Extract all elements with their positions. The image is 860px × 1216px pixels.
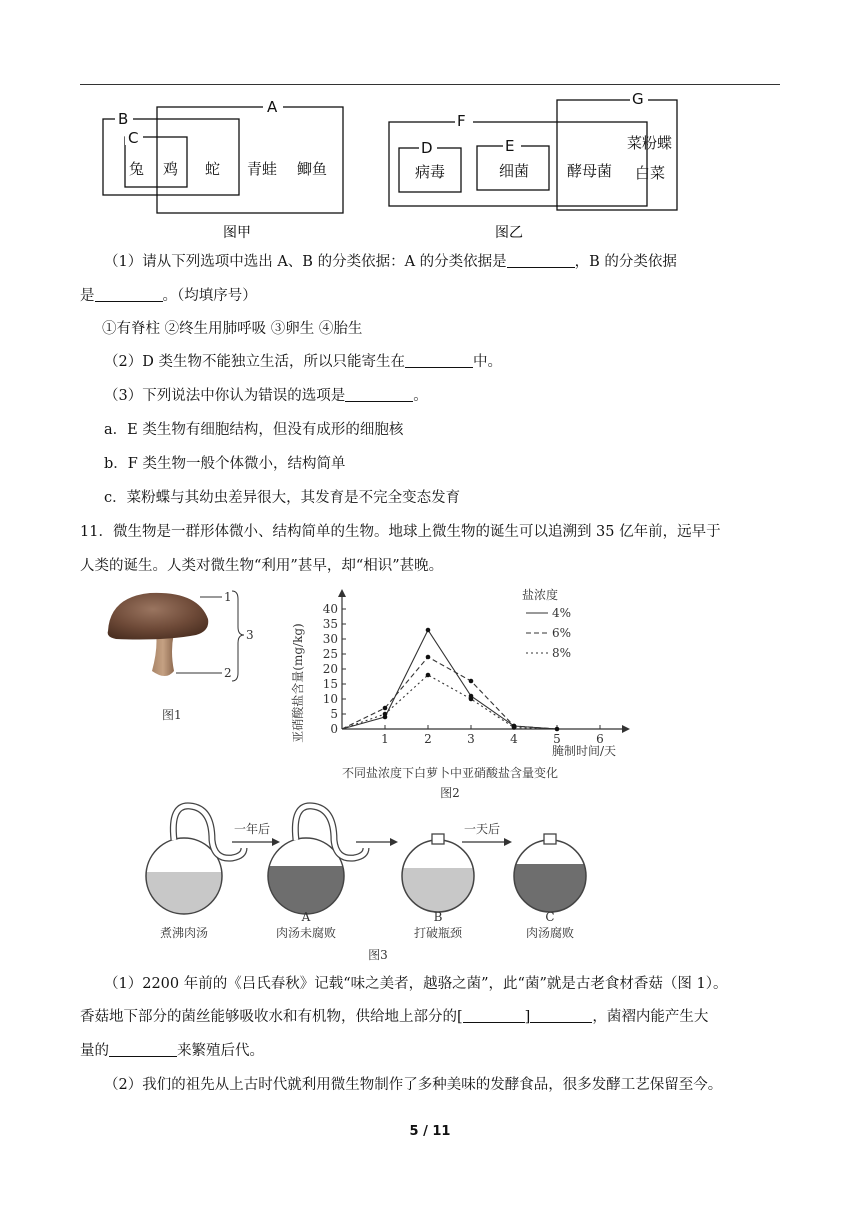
y-tick-label: 10	[322, 692, 338, 706]
figure-2-chart	[290, 583, 635, 808]
q10-p1-text-b: ，B 的分类依据	[574, 254, 677, 270]
q10-p3-text-a: （3）下列说法中你认为错误的选项是	[104, 388, 346, 404]
series-line-6pct	[342, 657, 557, 729]
marker-2: 2	[224, 666, 232, 680]
arrow-one-year: 一年后	[234, 822, 271, 836]
answer-blank-part-number[interactable]	[463, 1008, 525, 1023]
flask-c-spoiled	[514, 834, 594, 914]
label-spoiled: 肉汤腐败	[525, 926, 575, 940]
figure-1-caption: 图1	[162, 708, 182, 722]
label-g: G	[632, 90, 644, 108]
label-e: E	[505, 137, 515, 155]
q10-option-a: a．E 类生物有细胞结构，但没有成形的细胞核	[104, 422, 404, 438]
mushroom-cap	[108, 593, 209, 640]
item-crucian: 鲫鱼	[297, 160, 328, 178]
y-tick-label: 15	[322, 677, 338, 691]
flask-boiled-broth	[144, 806, 244, 922]
chart-title: 不同盐浓度下白萝卜中亚硝酸盐含量变化	[341, 766, 559, 780]
q11-p1-text-f: 来繁殖后代。	[177, 1043, 264, 1059]
y-tick-label: 30	[322, 632, 338, 646]
q10-p1-text-d: 。（均填序号）	[162, 288, 257, 304]
label-c: C	[545, 910, 555, 924]
data-point	[426, 655, 431, 660]
q11-p1-text-d: ，菌褶内能产生大	[592, 1009, 709, 1025]
data-point	[383, 712, 388, 717]
answer-blank-b-basis[interactable]	[95, 287, 163, 302]
y-tick-label: 35	[322, 617, 338, 631]
x-tick-label: 3	[467, 732, 475, 746]
x-axis-label: 腌制时间/天	[552, 744, 617, 758]
x-tick-label: 6	[596, 732, 604, 746]
answer-blank-spores[interactable]	[109, 1042, 177, 1057]
q10-part1-line2	[80, 286, 257, 306]
marker-3: 3	[246, 628, 254, 642]
data-point	[512, 725, 517, 730]
arrow-one-day: 一天后	[464, 822, 501, 836]
marker-1: 1	[224, 590, 232, 604]
q11-part1-line1: （1）2200 年前的《吕氏春秋》记载“味之美者，越骆之菌”，此“菌”就是古老食材香菇（图 1）。	[104, 976, 728, 992]
x-tick-label: 2	[424, 732, 432, 746]
classification-diagram-a	[95, 95, 355, 245]
label-b: B	[433, 910, 443, 924]
legend-entry: 4%	[552, 606, 572, 620]
y-tick-label: 40	[322, 602, 338, 616]
answer-blank-a-basis[interactable]	[507, 253, 575, 268]
x-tick-label: 4	[510, 732, 518, 746]
q11-p1-text-c: ]	[524, 1009, 531, 1025]
legend-entry: 6%	[552, 626, 572, 640]
set-b-box	[103, 119, 239, 195]
data-point	[426, 628, 431, 633]
data-point	[555, 727, 560, 732]
item-virus: 病毒	[415, 163, 446, 181]
q11-part2: （2）我们的祖先从上古时代就利用微生物制作了多种美味的发酵食品，很多发酵工艺保留至今。	[104, 1077, 723, 1093]
q10-p1-text-c: 是	[80, 288, 95, 304]
label-not-spoiled: 肉汤未腐败	[275, 926, 337, 940]
item-butterfly: 菜粉蝶	[627, 134, 673, 152]
caption-jia: 图甲	[223, 225, 251, 241]
q10-p2-text-a: （2）D 类生物不能独立生活，所以只能寄生在	[104, 354, 405, 370]
q11-p1-text-b: 香菇地下部分的菌丝能够吸收水和有机物，供给地上部分的[	[80, 1009, 463, 1025]
data-point	[383, 706, 388, 711]
label-c: C	[128, 129, 139, 147]
y-tick-label: 20	[322, 662, 338, 676]
q10-p1-text-a: （1）请从下列选项中选出 A、B 的分类依据：A 的分类依据是	[104, 254, 507, 270]
q10-option-b: b．F 类生物一般个体微小，结构简单	[104, 456, 346, 472]
x-tick-label: 5	[553, 732, 561, 746]
legend-title: 盐浓度	[522, 588, 559, 602]
figure-1-mushroom	[100, 585, 260, 725]
flask-b-broken-neck	[402, 834, 482, 918]
data-point	[469, 679, 474, 684]
q11-intro-line2: 人类的诞生。人类对微生物“利用”甚早，却“相识”甚晚。	[80, 558, 444, 574]
q10-part1-line1	[104, 252, 677, 272]
label-b: B	[118, 110, 129, 128]
q10-p2-text-b: 中。	[472, 354, 502, 370]
figure-3-caption: 图3	[368, 948, 388, 962]
label-d: D	[421, 139, 433, 157]
classification-diagram-b	[385, 90, 685, 245]
page-number: 5 / 11	[409, 1124, 451, 1139]
q10-part3	[104, 386, 428, 406]
y-axis-label: 亚硝酸盐含量(mg/kg)	[291, 623, 305, 743]
item-cabbage: 白菜	[635, 164, 666, 182]
answer-blank-part-name[interactable]	[530, 1008, 592, 1023]
item-snake: 蛇	[205, 160, 221, 178]
mushroom-stem	[152, 633, 174, 676]
x-tick-label: 1	[381, 732, 389, 746]
q11-p1-text-e: 量的	[80, 1043, 109, 1059]
legend-entry: 8%	[552, 646, 572, 660]
flask-a-not-spoiled	[266, 806, 366, 916]
y-tick-label: 25	[322, 647, 338, 661]
item-frog: 青蛙	[247, 160, 278, 178]
label-broken-neck: 打破瓶颈	[413, 926, 463, 940]
item-yeast: 酵母菌	[567, 162, 613, 180]
label-boiled-broth: 煮沸肉汤	[159, 926, 209, 940]
answer-blank-wrong-option[interactable]	[345, 387, 413, 402]
header-rule	[80, 84, 780, 85]
q11-intro-line1: 11．微生物是一群形体微小、结构简单的生物。地球上微生物的诞生可以追溯到 35 亿年前，远早于	[80, 524, 721, 540]
answer-blank-host[interactable]	[405, 353, 473, 368]
item-rabbit: 兔	[129, 160, 145, 178]
data-point	[426, 673, 431, 678]
q10-options: ①有脊柱 ②终生用肺呼吸 ③卵生 ④胎生	[102, 321, 363, 337]
q10-option-c: c．菜粉蝶与其幼虫差异很大，其发育是不完全变态发育	[104, 490, 461, 506]
series-line-8pct	[342, 675, 557, 729]
label-a: A	[267, 98, 278, 116]
q10-p3-text-b: 。	[413, 388, 428, 404]
caption-yi: 图乙	[495, 225, 523, 241]
y-tick-label: 5	[330, 707, 338, 721]
label-f: F	[457, 112, 466, 130]
q11-part1-line3	[80, 1041, 264, 1061]
data-point	[469, 697, 474, 702]
y-tick-label: 0	[330, 722, 338, 736]
label-a: A	[301, 910, 311, 924]
q10-part2	[104, 352, 502, 372]
item-chicken: 鸡	[163, 160, 179, 178]
figure-3-pasteur-experiment	[140, 800, 610, 965]
chart-figure-label: 图2	[440, 786, 460, 800]
series-line-4pct	[342, 630, 557, 729]
q11-part1-line2	[80, 1007, 708, 1027]
item-bacteria: 细菌	[499, 162, 530, 180]
set-g-box	[557, 100, 677, 210]
